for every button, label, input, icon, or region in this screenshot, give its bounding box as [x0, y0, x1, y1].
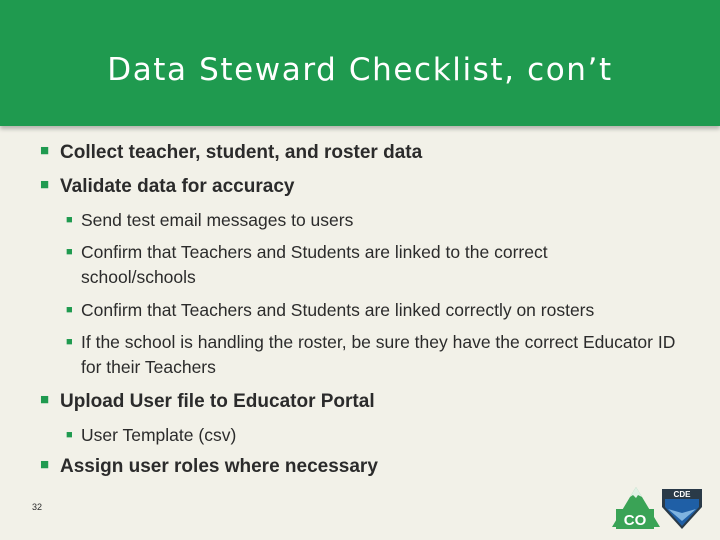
bullet-text: Assign user roles where necessary [60, 456, 378, 477]
bullet-item [40, 142, 422, 164]
bullet-item [40, 176, 294, 198]
sub-bullet-item [66, 330, 676, 380]
sub-bullet-item [66, 240, 646, 290]
logo-state-text: CO [623, 512, 647, 529]
sub-bullet-item [66, 298, 696, 323]
square-bullet-icon: ■ [40, 456, 50, 473]
page-number: 32 [32, 502, 43, 512]
square-bullet-icon: ■ [40, 142, 50, 159]
bullet-text: Upload User file to Educator Portal [60, 391, 375, 412]
square-bullet-icon: ■ [66, 214, 73, 226]
bullet-text: Send test email messages to users [81, 210, 354, 230]
cde-logo [610, 483, 706, 533]
bullet-text: Validate data for accuracy [60, 176, 295, 197]
square-bullet-icon: ■ [40, 391, 50, 408]
square-bullet-icon: ■ [40, 176, 50, 193]
bullet-item [40, 391, 375, 413]
sub-bullet-item [66, 423, 696, 448]
logo-agency-text: CDE [673, 490, 691, 499]
square-bullet-icon: ■ [66, 429, 73, 441]
slide-title: Data Steward Checklist, con’t [107, 52, 613, 88]
bullet-text: If the school is handling the roster, be sure they have the correct Educator ID for their Teachers [81, 332, 676, 377]
square-bullet-icon: ■ [66, 336, 73, 348]
square-bullet-icon: ■ [66, 304, 73, 316]
square-bullet-icon: ■ [66, 246, 73, 258]
bullet-text: Confirm that Teachers and Students are linked correctly on rosters [81, 300, 595, 320]
sub-bullet-item [66, 208, 696, 233]
bullet-item [40, 456, 378, 478]
bullet-text: User Template (csv) [81, 425, 237, 445]
bullet-text: Confirm that Teachers and Students are linked to the correct school/schools [81, 242, 548, 287]
bullet-text: Collect teacher, student, and roster data [60, 142, 423, 163]
